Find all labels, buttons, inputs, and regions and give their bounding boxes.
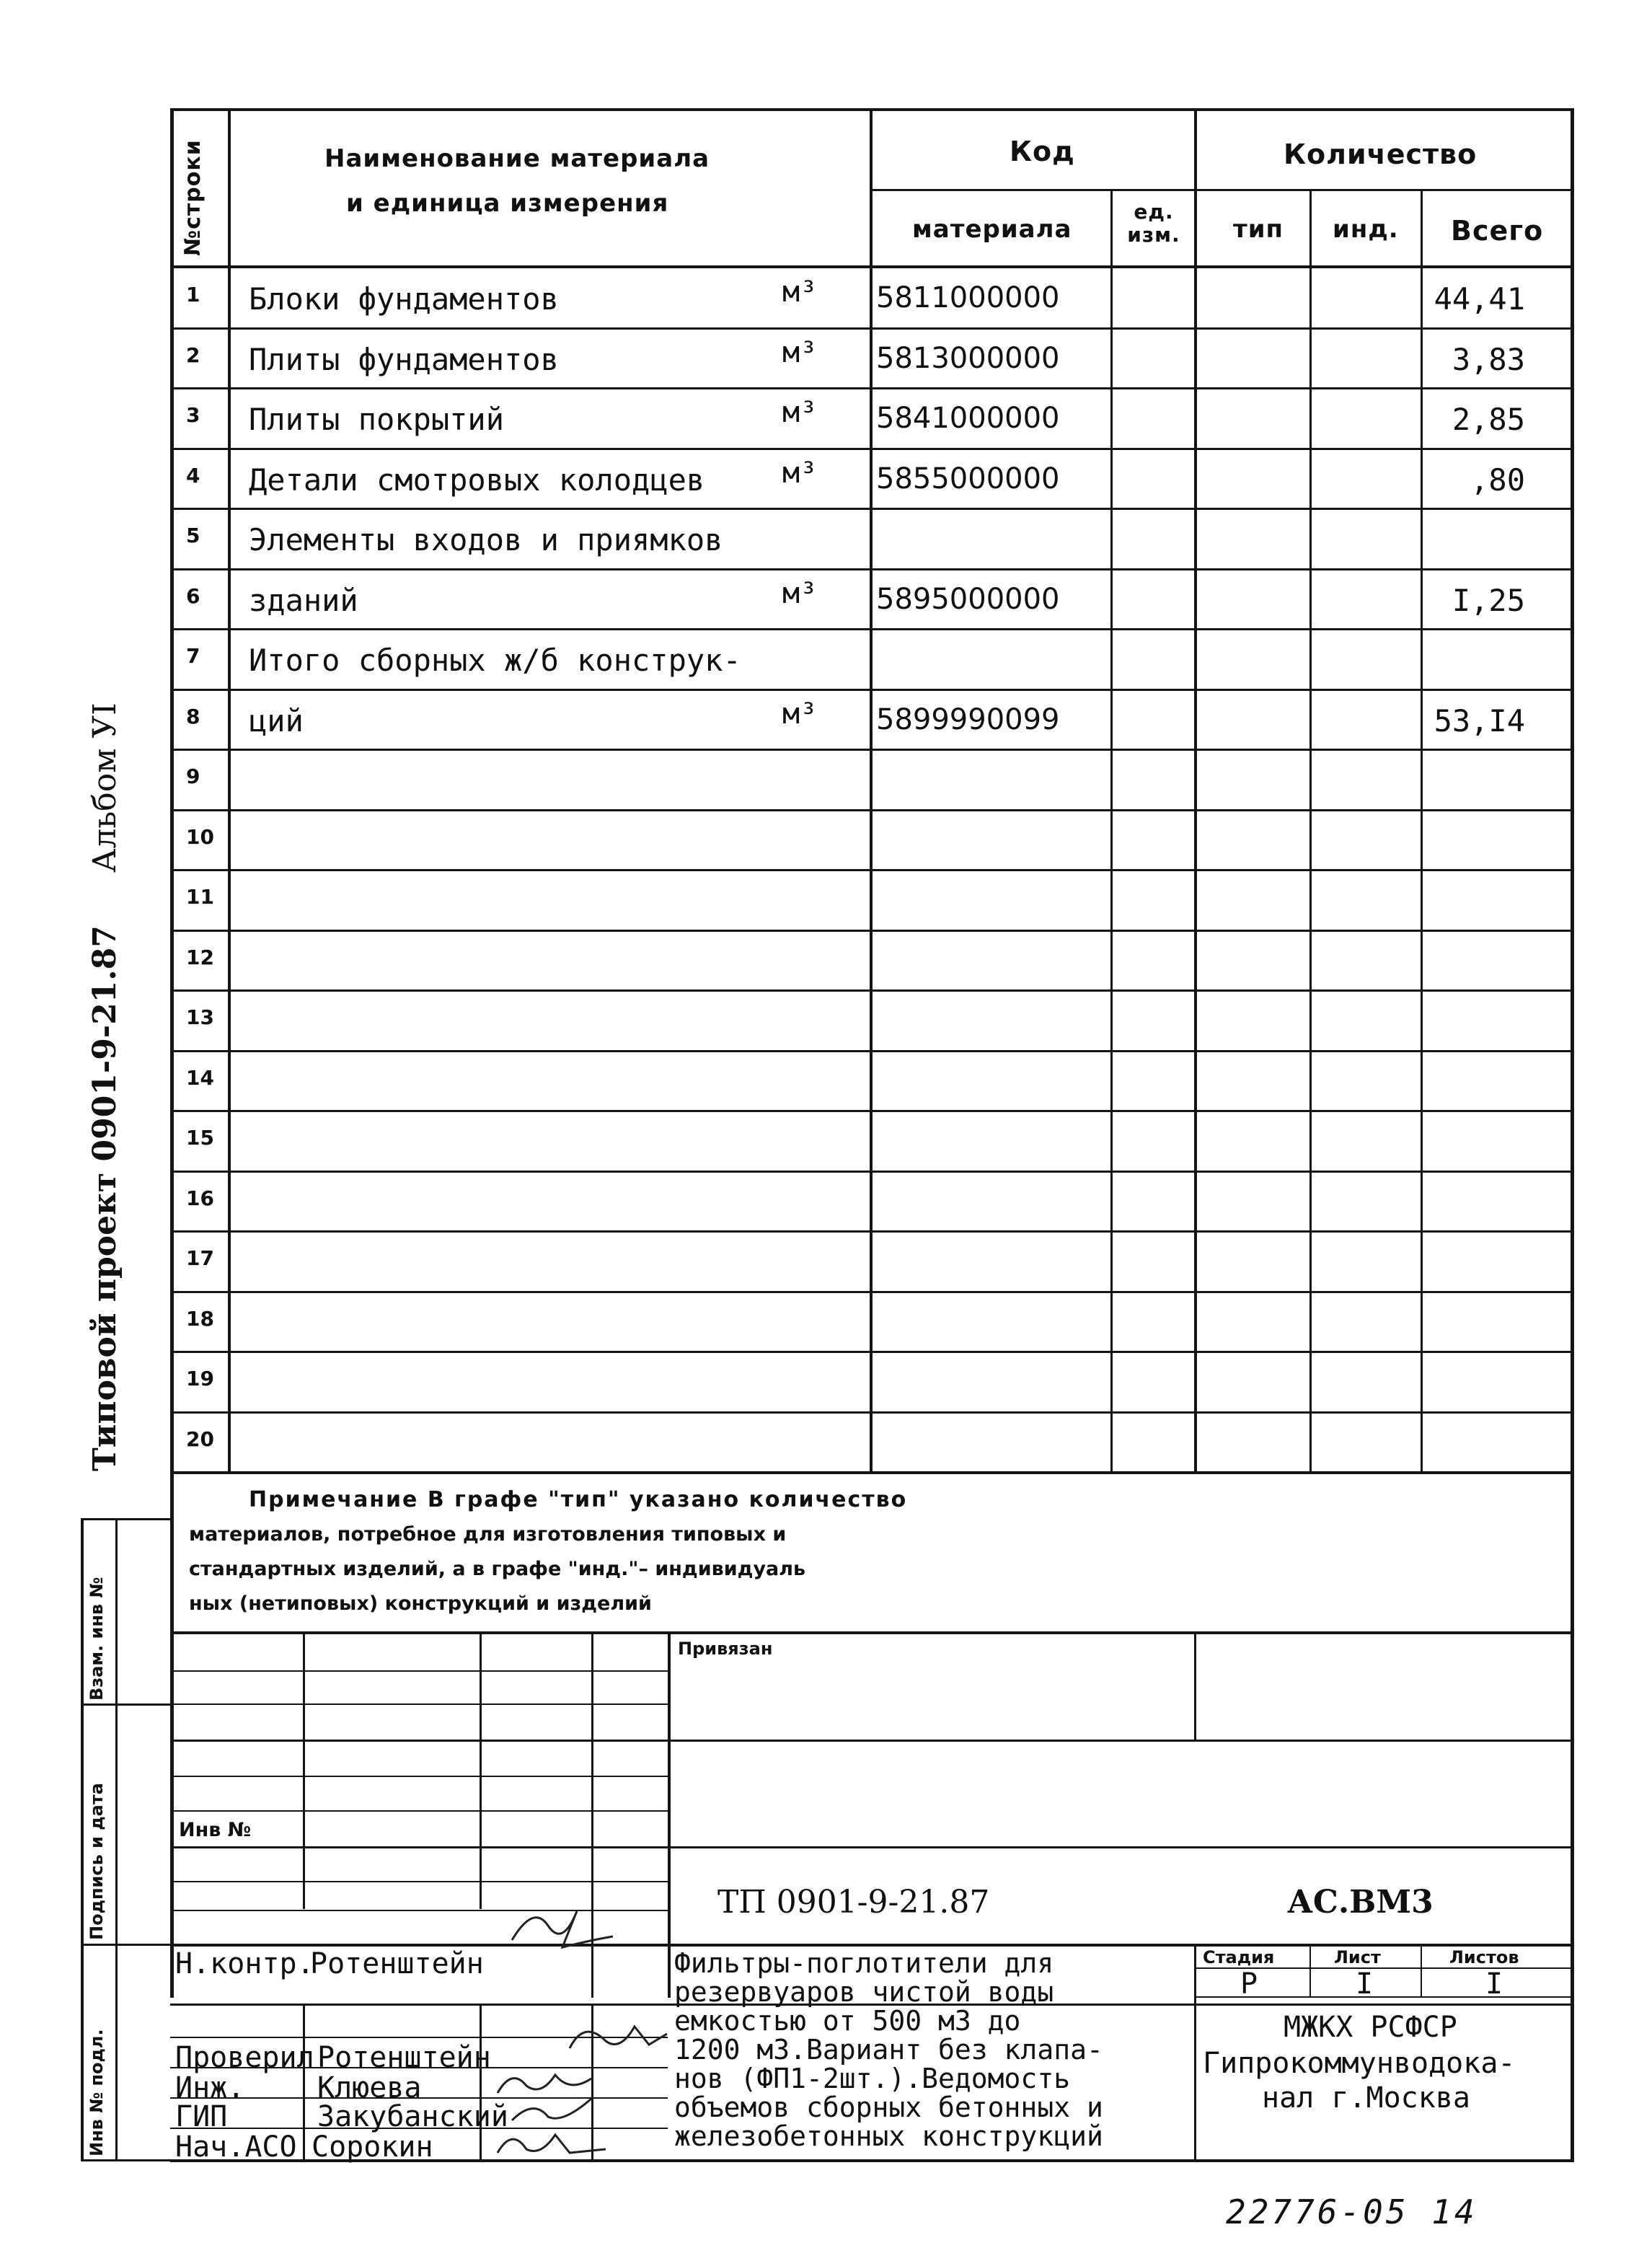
material-name: Итого сборных ж/б конструк- bbox=[249, 643, 741, 678]
row-number: 18 bbox=[186, 1307, 214, 1331]
code-unit-header bbox=[1125, 200, 1183, 247]
stage-value: Р bbox=[1240, 1967, 1258, 2001]
row-divider bbox=[170, 869, 1574, 871]
row-number: 12 bbox=[186, 946, 214, 969]
row-divider bbox=[170, 809, 1574, 811]
binding-podpis-label: Подпись и дата bbox=[87, 1783, 107, 1940]
row-divider bbox=[170, 448, 1574, 450]
description-line: нов (ФП1-2шт.).Ведомость bbox=[674, 2063, 1071, 2094]
quantity-total: 44,41 bbox=[1434, 281, 1525, 317]
binding-inv-podl-label: Инв № подл. bbox=[87, 2029, 107, 2156]
row-divider bbox=[170, 1230, 1574, 1233]
note-line-2: материалов, потребное для изготовления типовых и bbox=[189, 1523, 787, 1546]
code-header: Код bbox=[1010, 136, 1075, 167]
row-number: 11 bbox=[186, 885, 214, 909]
material-unit: м³ bbox=[782, 457, 818, 490]
sheet-code: АС.ВМ3 bbox=[1287, 1884, 1434, 1921]
row-number: 14 bbox=[186, 1066, 214, 1090]
row-divider bbox=[170, 689, 1574, 691]
row-number: 17 bbox=[186, 1246, 214, 1270]
description-line: железобетонных конструкций bbox=[674, 2120, 1103, 2152]
material-name: Плиты покрытий bbox=[249, 402, 505, 437]
row-number: 10 bbox=[186, 825, 214, 849]
material-code: 5813000000 bbox=[876, 342, 1060, 375]
material-unit: м³ bbox=[782, 396, 818, 429]
privyazan-label: Привязан bbox=[678, 1639, 773, 1659]
nach-role: Нач.АСО bbox=[175, 2130, 297, 2164]
code-material-header: материала bbox=[912, 215, 1072, 244]
description-line: Фильтры-поглотители для bbox=[674, 1947, 1054, 1979]
row-number: 16 bbox=[186, 1186, 214, 1210]
row-number: 3 bbox=[186, 403, 200, 427]
row-divider bbox=[170, 749, 1574, 751]
material-unit: м³ bbox=[782, 336, 818, 369]
row-divider bbox=[170, 508, 1574, 510]
description-line: емкостью от 500 м3 до bbox=[674, 2005, 1021, 2037]
binding-vzam-label: Взам. инв № bbox=[87, 1577, 107, 1701]
row-number: 5 bbox=[186, 524, 200, 547]
description-line: 1200 м3.Вариант без клапа- bbox=[674, 2034, 1103, 2066]
nach-name: Сорокин bbox=[312, 2130, 433, 2164]
proveril-name: Ротенштейн bbox=[317, 2041, 491, 2074]
sheets-value: I bbox=[1485, 1967, 1503, 2001]
project-code: ТП 0901-9-21.87 bbox=[717, 1884, 990, 1921]
qty-total-header: Всего bbox=[1451, 215, 1544, 247]
signature-proveril bbox=[562, 2012, 671, 2055]
n-kontr-name: Ротенштейн bbox=[310, 1947, 484, 1980]
description-line: объемов сборных бетонных и bbox=[674, 2091, 1103, 2123]
material-unit: м³ bbox=[782, 276, 818, 309]
material-name: Блоки фундаментов bbox=[249, 281, 559, 317]
quantity-header: Количество bbox=[1284, 138, 1477, 170]
material-unit: м³ bbox=[782, 577, 818, 610]
material-name-header-line1: Наименование материала bbox=[324, 144, 710, 173]
material-unit: м³ bbox=[782, 697, 818, 731]
side-project-label: Типовой проект 0901-9-21.87 bbox=[87, 925, 123, 1471]
row-divider bbox=[170, 1050, 1574, 1052]
note-line-4: ных (нетиповых) конструкций и изделий bbox=[189, 1592, 652, 1615]
signature-n-kontr bbox=[505, 1897, 620, 1954]
code-unit-header-text: ед. изм. bbox=[1127, 200, 1180, 247]
inzh-role: Инж. bbox=[175, 2071, 245, 2104]
row-number: 1 bbox=[186, 283, 200, 307]
quantity-total: I,25 bbox=[1452, 583, 1525, 618]
inzh-name: Клюева bbox=[317, 2071, 422, 2104]
row-divider bbox=[170, 1411, 1574, 1414]
material-code: 5899990099 bbox=[876, 703, 1060, 736]
material-code: 5895000000 bbox=[876, 583, 1060, 616]
qty-ind-header: инд. bbox=[1333, 215, 1399, 244]
material-name-header-line2: и единица измерения bbox=[346, 189, 669, 218]
sheet-label: Лист bbox=[1334, 1947, 1381, 1967]
row-divider bbox=[170, 628, 1574, 630]
side-album-label: Альбом УI bbox=[87, 702, 123, 873]
note-line-1: Примечание В графе "тип" указано количество bbox=[249, 1487, 908, 1512]
document-description bbox=[674, 1949, 1193, 2151]
row-number: 7 bbox=[186, 644, 200, 668]
row-divider bbox=[170, 387, 1574, 389]
material-code: 5841000000 bbox=[876, 402, 1060, 435]
org-line-2: Гипрокоммунводока- bbox=[1203, 2047, 1516, 2080]
material-name: Детали смотровых колодцев bbox=[249, 462, 705, 498]
material-name: ций bbox=[249, 703, 304, 739]
row-divider bbox=[170, 1171, 1574, 1173]
row-number: 6 bbox=[186, 584, 200, 608]
row-divider bbox=[170, 930, 1574, 932]
row-number: 13 bbox=[186, 1005, 214, 1029]
material-code: 5811000000 bbox=[876, 281, 1060, 314]
quantity-total: ,80 bbox=[1470, 462, 1525, 498]
description-line: резервуаров чистой воды bbox=[674, 1976, 1054, 2008]
gip-role: ГИП bbox=[175, 2100, 228, 2133]
quantity-total: 2,85 bbox=[1452, 402, 1525, 437]
row-number: 4 bbox=[186, 464, 200, 488]
archive-number: 22776-05 14 bbox=[1226, 2192, 1477, 2231]
row-divider bbox=[170, 989, 1574, 992]
row-divider bbox=[170, 1351, 1574, 1353]
quantity-total: 3,83 bbox=[1452, 342, 1525, 377]
material-name: зданий bbox=[249, 583, 358, 618]
row-divider bbox=[170, 1291, 1574, 1293]
row-divider bbox=[170, 327, 1574, 330]
org-line-3: нал г.Москва bbox=[1262, 2081, 1470, 2115]
row-number-header: №строки bbox=[180, 139, 206, 256]
note-line-3: стандартных изделий, а в графе "инд."– индивидуаль bbox=[189, 1558, 806, 1580]
material-code: 5855000000 bbox=[876, 462, 1060, 495]
gip-name: Закубанский bbox=[317, 2100, 508, 2133]
row-number: 8 bbox=[186, 705, 200, 728]
row-number: 9 bbox=[186, 764, 200, 788]
sheets-label: Листов bbox=[1449, 1947, 1519, 1967]
row-number: 20 bbox=[186, 1427, 214, 1451]
n-kontr-role: Н.контр. bbox=[175, 1947, 314, 1980]
row-number: 2 bbox=[186, 343, 200, 367]
material-name: Плиты фундаментов bbox=[249, 342, 559, 377]
quantity-total: 53,I4 bbox=[1434, 703, 1525, 739]
proveril-role: Проверил bbox=[175, 2041, 314, 2074]
row-divider bbox=[170, 1110, 1574, 1112]
row-number: 15 bbox=[186, 1126, 214, 1150]
row-number: 19 bbox=[186, 1367, 214, 1390]
inv-no-label: Инв № bbox=[179, 1819, 252, 1841]
qty-type-header: тип bbox=[1233, 215, 1284, 244]
signature-nach bbox=[490, 2120, 613, 2164]
org-line-1: МЖКХ РСФСР bbox=[1284, 2011, 1457, 2044]
row-divider bbox=[170, 568, 1574, 570]
stage-label: Стадия bbox=[1203, 1947, 1275, 1967]
sheet-value: I bbox=[1356, 1967, 1374, 2001]
material-name: Элементы входов и приямков bbox=[249, 522, 723, 557]
